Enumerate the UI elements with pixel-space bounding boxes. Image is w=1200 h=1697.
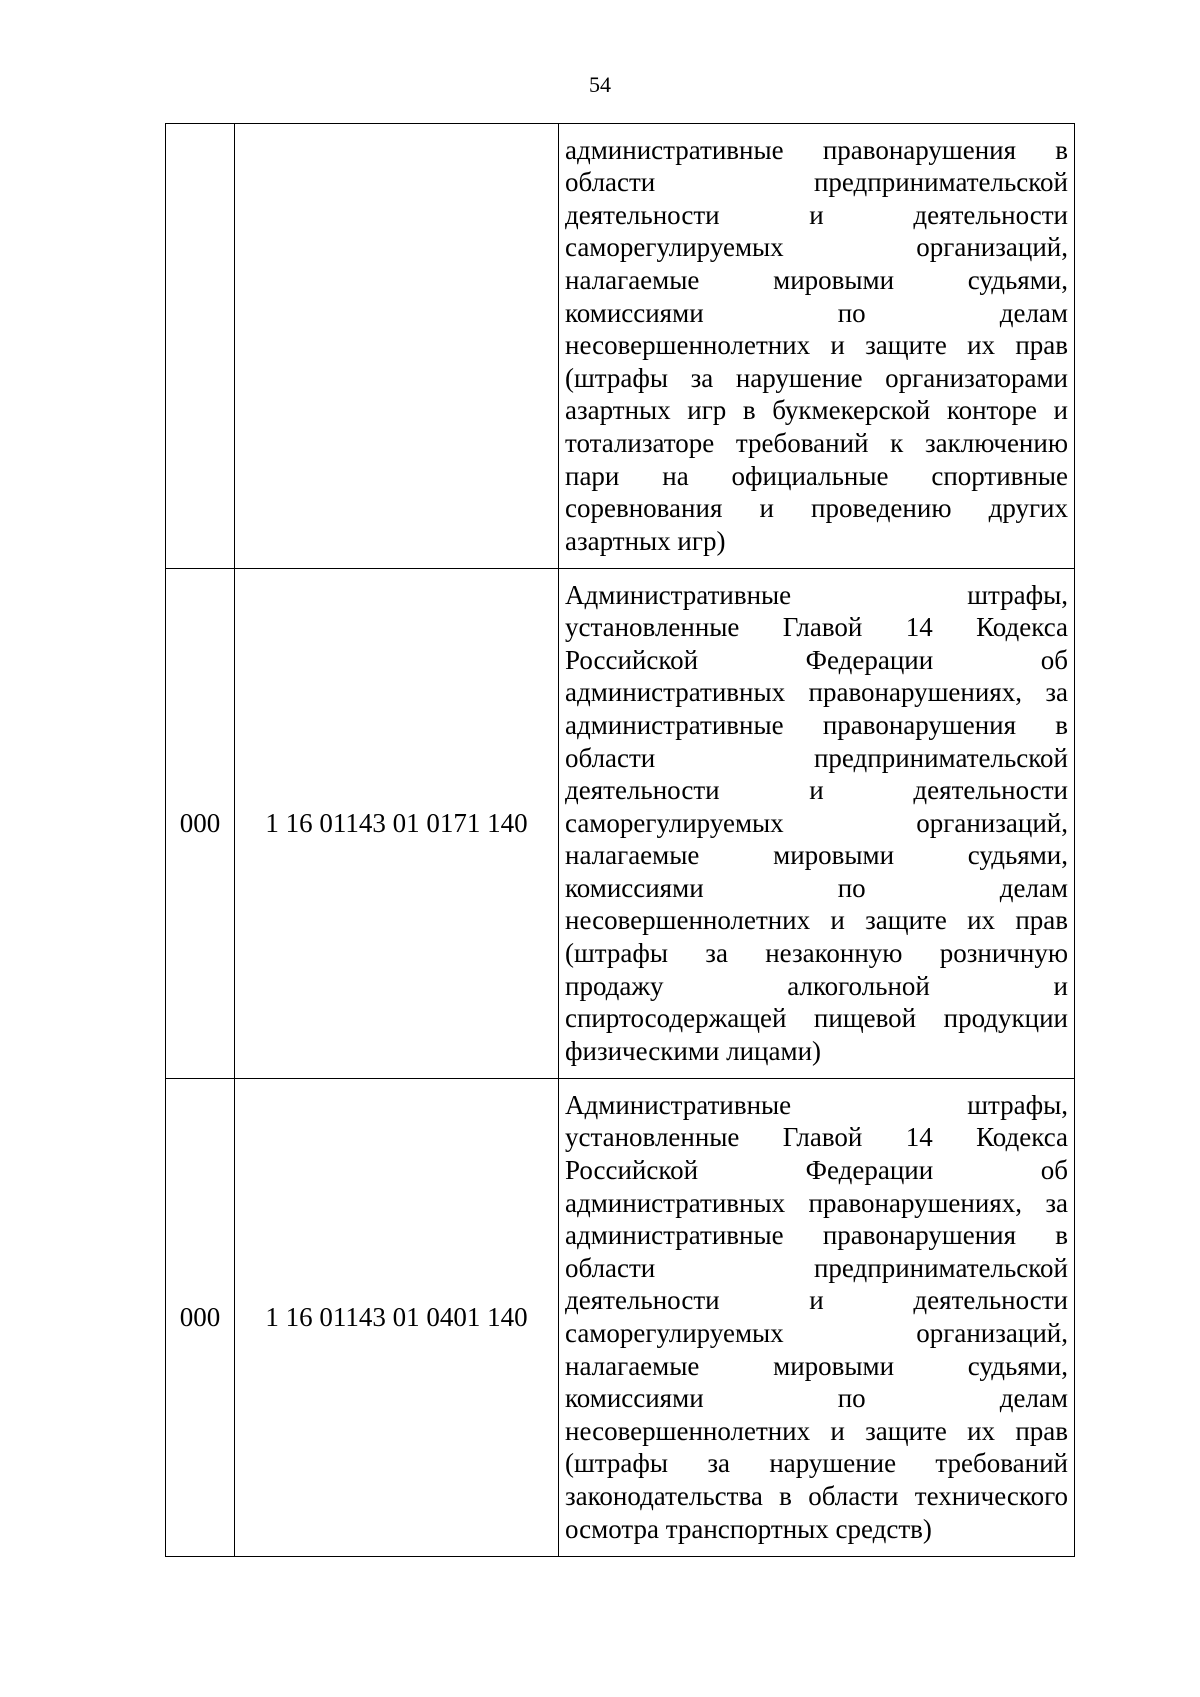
description-line: пари на официальные спортивные: [565, 460, 1068, 491]
description-line: комиссиями по делам: [565, 872, 1068, 903]
description-line: физическими лицами): [565, 1035, 822, 1066]
budget-code-cell: [235, 124, 559, 569]
description-line: комиссиями по делам: [565, 297, 1068, 328]
description-cell: [559, 124, 1075, 569]
description-line: Административные штрафы,: [565, 579, 1068, 610]
description-line: несовершеннолетних и защите их прав: [565, 905, 1068, 936]
description-line: области предпринимательской: [565, 1252, 1068, 1283]
admin-code-cell: [166, 124, 235, 569]
description-cell: [559, 569, 1075, 1079]
description-line: несовершеннолетних и защите их прав: [565, 330, 1068, 361]
description-line: административные правонарушения в: [565, 709, 1068, 740]
description-line: спиртосодержащей пищевой продукции: [565, 1003, 1068, 1034]
description-line: административных правонарушениях, за: [565, 1187, 1068, 1218]
description-line: продажу алкогольной и: [565, 970, 1068, 1001]
description-line: азартных игр): [565, 525, 726, 556]
description-line: саморегулируемых организаций,: [565, 807, 1068, 838]
description-line: области предпринимательской: [565, 167, 1068, 198]
budget-code-cell: 1 16 01143 01 0401 140: [235, 1079, 559, 1557]
description-line: административные правонарушения в: [565, 1220, 1068, 1251]
description-line: административные правонарушения в: [565, 134, 1068, 165]
description-line: налагаемые мировыми судьями,: [565, 265, 1068, 296]
description-line: законодательства в области технического: [565, 1480, 1068, 1511]
description-line: деятельности и деятельности: [565, 1285, 1068, 1316]
table-row: [166, 569, 1075, 1079]
description-line: административных правонарушениях, за: [565, 677, 1068, 708]
admin-code-cell: 000: [166, 569, 235, 1079]
description-line: (штрафы за нарушение требований: [565, 1448, 1068, 1479]
description-line: соревнования и проведению других: [565, 493, 1068, 524]
description-line: осмотра транспортных средств): [565, 1513, 932, 1544]
description-line: Российской Федерации об: [565, 644, 1068, 675]
budget-codes-table: [165, 123, 1075, 1557]
description-line: налагаемые мировыми судьями,: [565, 840, 1068, 871]
description-line: деятельности и деятельности: [565, 775, 1068, 806]
description-line: установленные Главой 14 Кодекса: [565, 612, 1068, 643]
description-line: азартных игр в букмекерской конторе и: [565, 395, 1068, 426]
table-row: [166, 1079, 1075, 1557]
description-line: саморегулируемых организаций,: [565, 1318, 1068, 1348]
description-line: деятельности и деятельности: [565, 199, 1068, 230]
description-line: саморегулируемых организаций,: [565, 232, 1068, 263]
description-line: установленные Главой 14 Кодекса: [565, 1122, 1068, 1153]
description-cell: [559, 1079, 1075, 1557]
description-line: тотализаторе требований к заключению: [565, 427, 1068, 458]
description-line: Российской Федерации об: [565, 1155, 1068, 1186]
description-line: области предпринимательской: [565, 742, 1068, 773]
table-row: [166, 124, 1075, 569]
description-line: комиссиями по делам: [565, 1383, 1068, 1414]
description-line: несовершеннолетних и защите их прав: [565, 1415, 1068, 1446]
description-line: налагаемые мировыми судьями,: [565, 1350, 1068, 1381]
admin-code-cell: 000: [166, 1079, 235, 1557]
page-number: 54: [589, 72, 611, 97]
description-line: (штрафы за незаконную розничную: [565, 938, 1068, 969]
description-line: Административные штрафы,: [565, 1089, 1068, 1120]
description-line: (штрафы за нарушение организаторами: [565, 362, 1068, 393]
budget-code-cell: 1 16 01143 01 0171 140: [235, 569, 559, 1079]
